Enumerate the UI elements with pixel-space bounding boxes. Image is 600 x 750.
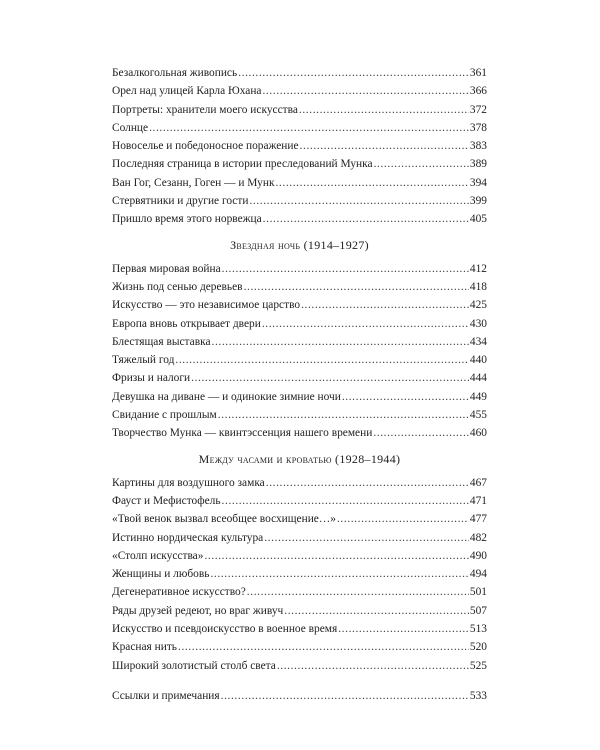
toc-entry[interactable]	[112, 529, 487, 547]
toc-entry[interactable]	[112, 82, 487, 100]
toc-entry-title: Истинно нордическая культура	[112, 531, 264, 544]
toc-entry[interactable]	[112, 638, 487, 656]
toc-entry[interactable]	[112, 278, 487, 296]
toc-entry-page: 477	[469, 513, 487, 526]
toc-entry-title: Первая мировая война	[112, 262, 221, 275]
toc-entry-page: 418	[469, 280, 487, 293]
dot-leader	[222, 260, 469, 278]
toc-section-1	[112, 64, 487, 229]
toc-entry-page: 378	[469, 121, 487, 134]
toc-entry-title: Жизнь под сенью деревьев	[112, 280, 243, 293]
toc-entry-page: 383	[469, 140, 487, 153]
dot-leader	[222, 492, 469, 510]
dot-leader	[262, 82, 468, 100]
dot-leader	[264, 529, 469, 547]
toc-entry[interactable]	[112, 315, 487, 333]
toc-entry-page: 444	[469, 372, 487, 385]
toc-entry-title: Женщины и любовь	[112, 568, 210, 581]
toc-entry-page: 434	[469, 335, 487, 348]
toc-entry[interactable]	[112, 137, 487, 155]
toc-entry[interactable]	[112, 351, 487, 369]
toc-entry-title: Европа вновь открывает двери	[112, 317, 261, 330]
toc-entry-title: Портреты: хранители моего искусства	[112, 103, 298, 116]
toc-entry[interactable]	[112, 565, 487, 583]
dot-leader	[299, 101, 469, 119]
toc-entry-page: 372	[469, 103, 487, 116]
toc-entry-title: Солнце	[112, 121, 149, 134]
dot-leader	[266, 474, 469, 492]
toc-entry-page: 513	[469, 623, 487, 636]
toc-entry-title: Красная нить	[112, 641, 178, 654]
toc-entry-title: Картины для воздушного замка	[112, 476, 265, 489]
toc-entry-page: 533	[469, 689, 487, 702]
toc-entry-title: «Твой венок вызвал всеобщее восхищение…»	[112, 513, 336, 526]
toc-entry-page: 425	[469, 299, 487, 312]
toc-entry-page: 449	[469, 390, 487, 403]
toc-entry-page: 501	[469, 586, 487, 599]
toc-entry[interactable]	[112, 388, 487, 406]
toc-entry-page: 482	[469, 531, 487, 544]
dot-leader	[301, 296, 469, 314]
dot-leader	[238, 64, 469, 82]
toc-entry-title: Новоселье и победоносное поражение	[112, 140, 299, 153]
toc-entry-page: 467	[469, 476, 487, 489]
toc-entry[interactable]	[112, 406, 487, 424]
toc-entry-page: 471	[469, 494, 487, 507]
toc-section-3	[112, 474, 487, 675]
section-heading: Звездная ночь (1914–1927)	[230, 237, 369, 252]
toc-entry[interactable]	[112, 620, 487, 638]
toc-entry-page: 507	[469, 604, 487, 617]
toc-entry-title: Дегенеративное искусство?	[112, 586, 246, 599]
toc-entry[interactable]	[112, 510, 487, 528]
dot-leader	[244, 278, 469, 296]
toc-entry[interactable]	[112, 369, 487, 387]
toc-entry-page: 366	[469, 85, 487, 98]
toc-entry[interactable]	[112, 210, 487, 228]
toc-entry[interactable]	[112, 657, 487, 675]
dot-leader	[191, 369, 469, 387]
dot-leader	[342, 388, 469, 406]
toc-entry[interactable]	[112, 174, 487, 192]
dot-leader	[277, 657, 469, 675]
dot-leader	[300, 137, 469, 155]
dot-leader	[212, 333, 469, 351]
dot-leader	[338, 620, 469, 638]
toc-entry-page: 490	[469, 549, 487, 562]
toc-entry[interactable]	[112, 260, 487, 278]
toc-entry[interactable]	[112, 424, 487, 442]
dot-leader	[175, 351, 469, 369]
toc-entry[interactable]	[112, 492, 487, 510]
dot-leader	[284, 602, 469, 620]
toc-entry-title: Искусство и псевдоискусство в военное время	[112, 623, 338, 636]
toc-entry-page: 399	[469, 195, 487, 208]
dot-leader	[249, 192, 468, 210]
section-heading: Между часами и кроватью (1928–1944)	[198, 451, 401, 466]
toc-entry-title: Безалкогольная живопись	[112, 67, 238, 79]
dot-leader	[210, 565, 468, 583]
toc-entry[interactable]	[112, 583, 487, 601]
toc-section-2	[112, 260, 487, 443]
toc-entry[interactable]	[112, 64, 487, 82]
toc-entry[interactable]	[112, 474, 487, 492]
table-of-contents	[112, 64, 487, 705]
dot-leader	[178, 638, 469, 656]
toc-entry-page: 440	[469, 354, 487, 367]
toc-entry-title: Широкий золотистый столб света	[112, 659, 276, 672]
toc-entry-page: 361	[469, 67, 487, 79]
toc-entry-title: Последняя страница в истории преследований Мунка	[112, 158, 373, 171]
dot-leader	[218, 406, 469, 424]
dot-leader	[263, 210, 469, 228]
toc-entry[interactable]	[112, 602, 487, 620]
dot-leader	[221, 687, 469, 705]
toc-entry-title: Стервятники и другие гости	[112, 195, 249, 208]
dot-leader	[149, 119, 469, 137]
dot-leader	[337, 510, 469, 528]
toc-entry-title: Блестящая выставка	[112, 335, 211, 348]
toc-entry-title: Фризы и налоги	[112, 372, 191, 385]
toc-entry-page: 405	[469, 213, 487, 226]
toc-entry-title: Тяжелый год	[112, 354, 175, 367]
toc-entry-page: 494	[469, 568, 487, 581]
toc-entry[interactable]	[112, 296, 487, 314]
dot-leader	[374, 155, 469, 173]
toc-entry-title: «Столп искусства»	[112, 549, 204, 562]
toc-entry-title: Свидание с прошлым	[112, 409, 217, 422]
toc-entry-title: Искусство — это независимое царство	[112, 299, 301, 312]
toc-entry[interactable]	[112, 101, 487, 119]
toc-entry[interactable]	[112, 155, 487, 173]
toc-entry[interactable]	[112, 547, 487, 565]
toc-entry-title: Фауст и Мефистофель	[112, 494, 221, 507]
toc-entry-notes[interactable]	[112, 687, 487, 705]
toc-entry-page: 455	[469, 409, 487, 422]
dot-leader	[204, 547, 468, 565]
toc-entry-page: 520	[469, 641, 487, 654]
toc-entry-title: Творчество Мунка — квинтэссенция нашего времени	[112, 427, 373, 440]
toc-entry[interactable]	[112, 333, 487, 351]
dot-leader	[247, 583, 469, 601]
toc-entry-page: 394	[469, 176, 487, 189]
toc-entry-title: Ссылки и примечания	[112, 689, 220, 702]
toc-entry-page: 412	[469, 262, 487, 275]
toc-entry-title: Пришло время этого норвежца	[112, 213, 262, 226]
toc-entry-page: 525	[469, 659, 487, 672]
toc-entry-title: Ван Гог, Сезанн, Гоген — и Мунк	[112, 176, 275, 189]
toc-entry-page: 460	[469, 427, 487, 440]
toc-entry-title: Ряды друзей редеют, но враг живуч	[112, 604, 284, 617]
toc-entry-title: Орел над улицей Карла Юхана	[112, 85, 262, 98]
dot-leader	[275, 174, 468, 192]
dot-leader	[262, 315, 469, 333]
toc-entry[interactable]	[112, 119, 487, 137]
dot-leader	[373, 424, 469, 442]
toc-entry[interactable]	[112, 192, 487, 210]
toc-entry-page: 389	[469, 158, 487, 171]
toc-entry-title: Девушка на диване — и одинокие зимние ночи	[112, 390, 341, 403]
toc-entry-page: 430	[469, 317, 487, 330]
